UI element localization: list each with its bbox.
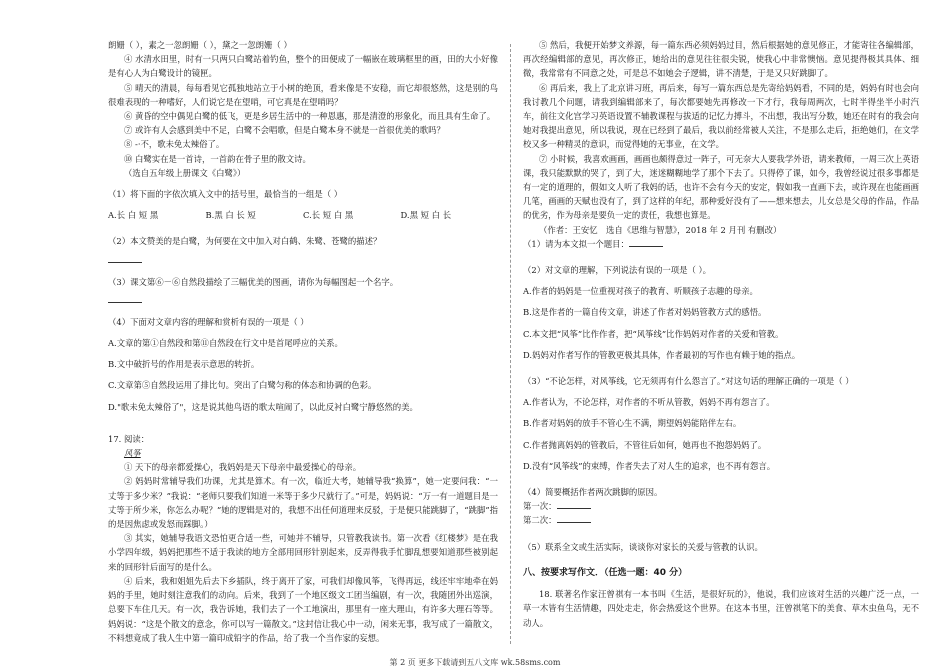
answer-line[interactable] [108, 292, 142, 303]
question-3-stem: （3）“不论怎样，对风筝线，它无须再有什么怨言了。”对这句话的理解正确的一项是（ ） [523, 376, 854, 387]
question-1-options [108, 208, 498, 222]
page-footer: 第 2 页 更多下载请到五八文库 wk.58sms.com [389, 658, 561, 667]
option-a[interactable]: A.作者的妈妈是一位重视对孩子的教育、听顺孩子志趣的母亲。 [523, 286, 758, 297]
option-d[interactable]: D."歌未免太辣俗了"，这是说其他鸟语的歌太喧闹了，以此反衬白鹭宁静悠然的美。 [108, 401, 418, 412]
question-1-stem: （1）将下面的字依次填入文中的括号里，最恰当的一组是（ ） [108, 189, 343, 200]
passage-para: ② 妈妈时常辅导我们功课，尤其是算术。有一次，临近大考，她辅导我“换算”，她一定要问我：“一丈等于多少米？”我说：“老师只要我们知道一米等于多少尺就行了。”可是，妈妈说：“万一有一道题目是一丈等于所少米，你怎么办呢？”她的逻辑是对的，我想不出任何道理来反驳，于是便只能跳脚了，“跳脚”指的是因焦虑或发怒而踩脚。） [108, 476, 498, 530]
intro-para: ④ 水清水田里，时有一只两只白鹭站着钓鱼，整个的田便成了一幅嵌在玻璃框里的画，田的大小好像是有心人为白鹭设计的镜匣。 [108, 54, 498, 79]
right-column [523, 38, 919, 630]
intro-para: ⑩ 白鹭实在是一首诗，一首韵在骨子里的散文诗。 [123, 153, 311, 164]
answer-line[interactable] [557, 499, 591, 509]
option-d[interactable]: D.黑 短 白 长 [400, 210, 452, 221]
option-b[interactable]: B.黑 白 长 短 [205, 210, 256, 221]
option-c[interactable]: C.本文把“风筝”比作作者，把“风筝线”比作妈妈对作者的关爱和管教。 [523, 328, 784, 339]
option-c[interactable]: C.文章第⑤自然段运用了排比句。突出了白鹭匀称的体态和协调的色彩。 [108, 380, 377, 391]
answer-first: 第一次： [523, 499, 919, 513]
answer-line[interactable] [108, 252, 142, 263]
question-4-stem: （4）简要概括作者两次跳脚的原因。 [523, 487, 663, 498]
question-18: 18. 联著名作家汪曾祺有一本书叫《生活，是很好玩的》，他说，我们应该对生活的兴趣广泛一点，一草一木皆有生活情趣，四处走走，你会热爱这个世界。在这本书里，汪曾祺笔下的美食、草木虫鱼鸟，无不动人。 [523, 589, 919, 628]
option-d[interactable]: D.妈妈对作者写作的管教更极其具体，作者最初的写作也有赖于她的指点。 [523, 349, 801, 360]
option-a[interactable]: A.文章的第①自然段和第⑪自然段在行文中是首尾呼应的关系。 [108, 338, 343, 349]
question-4-stem: （4）下面对文章内容的理解和赏析有误的一项是（ ） [108, 316, 309, 327]
question-1-stem: （1）请为本文拟一个题目： [523, 237, 919, 251]
question-2-stem: （2）本文赞美的是白鹭，为何要在文中加入对白鹤、朱鹭、苍鹭的描述？ [108, 236, 382, 247]
question-3-stem: （3）课文第⑥－⑥自然段描绘了三幅优美的图画，请你为每幅图起一个名字。 [108, 276, 399, 287]
option-c[interactable]: C.长 短 白 黑 [303, 210, 354, 221]
intro-para: ⑤ 晴天的清晨，每每看见它孤独地站立于小树的绝顶，看来像是不安稳，而它却很悠然，这是别的鸟很难表现的一种嗜好，人们说它是在望哨，可它真是在望哨吗？ [108, 82, 498, 107]
intro-para: ⑥ 黄昏的空中偶见白鹭的低飞，更是乡居生活中的一种恩惠，那是清澄的形象化，而且具有生命了。 [123, 111, 496, 122]
intro-para: ⑦ 或许有人会感到美中不足，白鹭不会唱歌，但是白鹭本身不就是一首很优美的歌吗？ [123, 125, 445, 136]
passage-para: ④ 后来，我和姐姐先后去下乡插队，终于离开了家，可我们却像风筝，飞得再远，线还牢牢地牵在妈妈的手里，她时刻注意我们的动向。后来，我到了一个地区级文工团当编剧，有一次，我随团外出巡演，总要下车住几天。有一次，我告诉她，我们去了一个工地演出，那里有一座大理山，有许多大理石等等。妈妈说：“这是个散文的意念，你可以写一篇散文。”这封信让我心中一动，闲来无事，我写成了一篇散文，不料想竟成了我人生中第一篇印成铅字的作品，给了我一个当作家的妄想。 [108, 575, 498, 643]
passage-para: ③ 其实，她辅导我语文恐怕更合适一些，可她并不辅导，只管教我读书。第一次看《红楼梦》是在我小学四年级，妈妈把那些不适于我读的地方全部用回形针别起来，反弄得我手忙脚乱想要知道那些被别起来的回形针后面写的是什么。 [108, 533, 498, 572]
intro-para: ⑧ -·不，歌未免太辣俗了。 [123, 139, 225, 150]
option-a[interactable]: A.作者认为，不论怎样，对作者的不听从管教，妈妈不再有怨言了。 [523, 397, 775, 408]
option-c[interactable]: C.作者抛离妈妈的管教后，不管往后如何，她再也不抱怨妈妈了。 [523, 439, 767, 450]
option-b[interactable]: B.这是作者的一篇自传文章，讲述了作者对妈妈管教方式的感悟。 [523, 307, 767, 318]
answer-line[interactable] [629, 237, 663, 247]
answer-line[interactable] [557, 513, 591, 523]
option-a[interactable]: A.长 白 短 黑 [108, 210, 159, 221]
option-b[interactable]: B.文中破折号的作用是表示意思的转折。 [108, 359, 260, 370]
section-heading: 八、按要求写作文．（任选一题：40 分） [523, 567, 688, 578]
passage-title: 风筝 [123, 448, 141, 459]
answer-second: 第二次： [523, 513, 919, 527]
option-b[interactable]: B.作者对妈妈的放手不管心生不满，期望妈妈能陪伴左右。 [523, 418, 742, 429]
passage-para: ⑥ 再后来，我上了北京讲习班，再后来，每写一篇东西总是先寄给妈妈看，不同的是，妈妈有时也会向我讨教几个问题，请我到编辑部来了，每次都要她先再修改一下才行，我每周两次，七时半得坐半小时汽车，前往文化宫学习英语设置不辅教课程与拔适的记忆力搏斗，不出想，我出写分数，她还在时有的我会向她对我提出意见，所以我说，现在已经到了最后，我以前经常被人关注，不是那么走后，拒绝她们，在文学校又多一种精灵的意识，而觉得她的无事业，在文学。 [523, 82, 919, 150]
question-17-label: 17. 阅读： [108, 433, 150, 444]
left-column [108, 38, 498, 645]
intro-line: 朗姗（ ），素之一忽朗姗（ ），黛之一忽朗姗（ ） [108, 40, 292, 50]
passage-para: ① 天下的母亲都爱操心，我妈妈是天下母亲中最爱操心的母亲。 [123, 462, 362, 473]
passage-para: ⑤ 然后，我便开始梦文养源，每一篇东西必须妈妈过目，然后根据她的意见修正，才能寄往各编辑部，再次经编辑部的意见，再次修正，她给出的意见往往很尖锐，使我心中非常懊恼。意见提得极其具体、细微，我常常有不同意之处，可是总不如她会子逻辑，讲不清楚，于是又只好跳脚了。 [523, 40, 919, 79]
source-note: （选自五年级上册课文《白鹭》） [123, 167, 246, 178]
source-note: （作者：王安忆 选自《思维与智慧》，2018 年 2 月刊 有删改） [538, 224, 782, 235]
column-divider [510, 44, 511, 644]
option-d[interactable]: D.没有“风筝线”的束缚，作者失去了对人生的追求，也不再有怨言。 [523, 460, 776, 471]
passage-para: ⑦ 小时候，我喜欢画画，画画也颇得意过一阵子，可无奈大人要我学外语，请来教师，一周三次上英语课，我只能默默的哭了，到了大，迷迷糊糊地学了那个下去了。只得停了课，如今，我曾经说过很多事都是有一定的道理的，假如文人听了我妈的话，也许不会有今天的安定，假如我一直画下去，或许现在也能画画几笔，画画的天赋也没有了，到了这样的年纪，那种爱好没有了——想来想去，儿女总是父母的作品，作品的优劣，作为母亲是要负一定的责任，我想也算是。 [523, 153, 919, 221]
question-2-stem: （2）对文章的理解，下列说法有误的一项是（ ）。 [523, 265, 712, 276]
question-5-stem: （5）联系全文或生活实际，谈谈你对家长的关爱与管教的认识。 [523, 541, 763, 552]
